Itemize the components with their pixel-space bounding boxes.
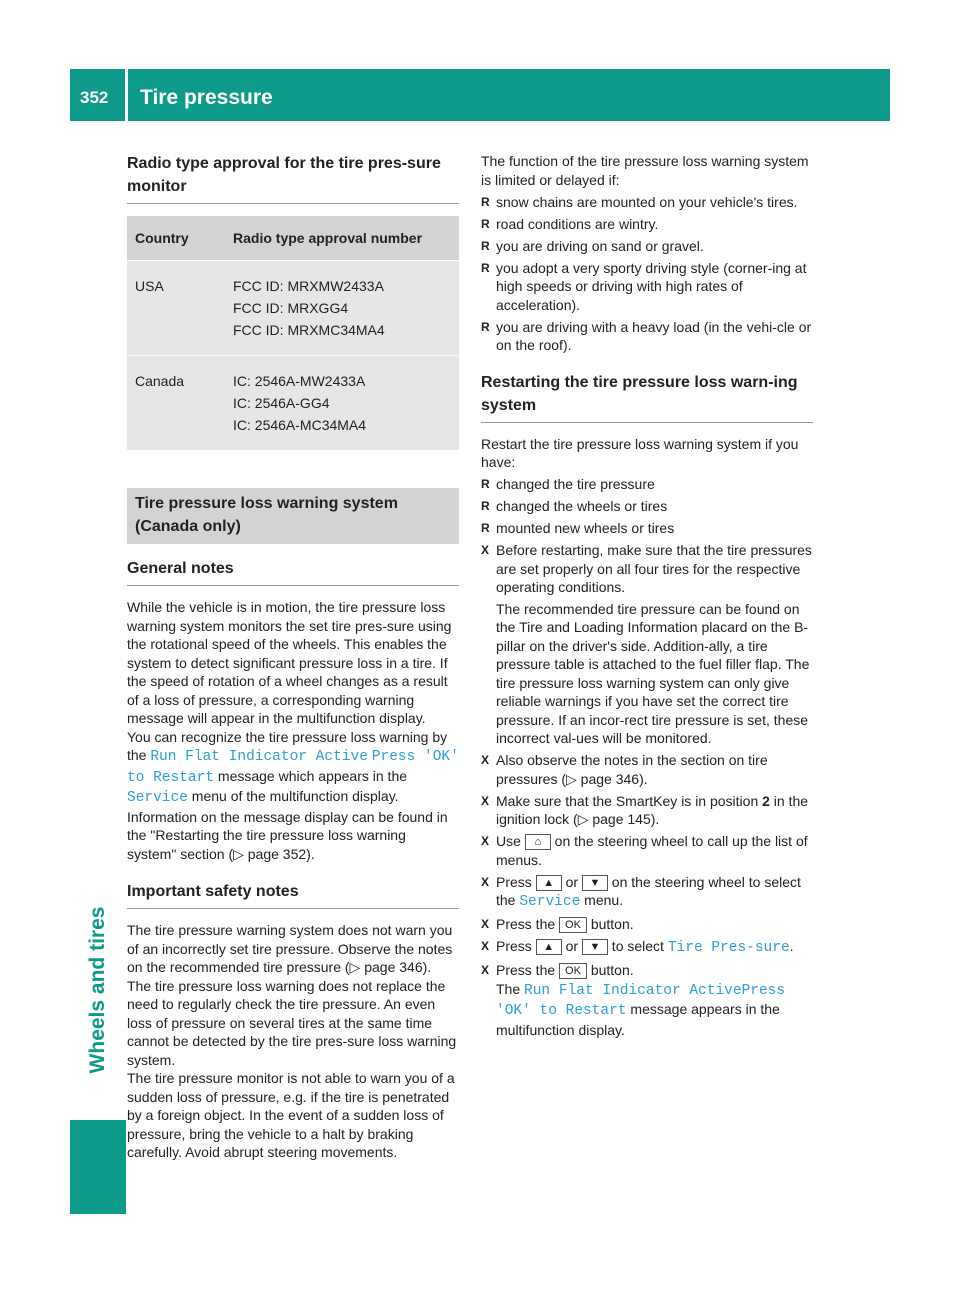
general-paragraph: While the vehicle is in motion, the tire pressure loss warning system monitors the set tire pres-sure using the rotational speed of the wheels. This enables the system to detect significant pressure loss in a tire. If the speed of rotation of a wheel changes as a result of a loss of pressure, a corresponding warning message will appear in the multifunction display.: [127, 599, 452, 726]
step-note: The recommended tire pressure can be found on the Tire and Loading Information placard on the B-pillar on the driver's side. Addition-ally, a tire pressure table is attached to the fuel filler flap. The tire pressure loss warning system can only give reliable warnings if you have set the correct tire pressure. If an incor-rect tire pressure is set, these incorrect val-ues will be monitored.: [496, 600, 810, 746]
step-item: [481, 915, 813, 934]
heading-rule: [127, 585, 459, 586]
approval-id: FCC ID: MRXMC34MA4: [233, 322, 385, 338]
radio-approval-heading: Radio type approval for the tire pres-sure monitor: [127, 155, 441, 195]
page-number: 352: [80, 88, 109, 107]
safety-paragraph: The tire pressure monitor is not able to warn you of a sudden loss of pressure, e.g. if the tire is penetrated by a foreign object. In the event of a sudden loss of pressure, bring the vehicle to a halt by braking carefully. Avoid abrupt steering movements.: [127, 1070, 455, 1160]
step-text: in the ignition lock (▷ page 145).: [496, 792, 809, 827]
radio-approval-table: [127, 216, 459, 450]
right-column: [481, 152, 813, 1039]
display-message: Press 'OK' to Restart: [127, 749, 459, 786]
step-text: menu.: [580, 892, 624, 908]
step-text: Press: [496, 938, 536, 954]
list-item: R road conditions are wintry.: [481, 215, 813, 234]
restart-intro: Restart the tire pressure loss warning system if you have:: [481, 435, 799, 470]
menu-name: Service: [127, 790, 188, 806]
down-arrow-icon: ▼: [582, 875, 608, 891]
restart-heading: Restarting the tire pressure loss warn-ing system: [481, 373, 798, 414]
list-item: R you adopt a very sporty driving style (corner-ing at high speeds or driving with high rates of acceleration).: [481, 259, 813, 315]
down-arrow-icon: ▼: [582, 939, 608, 955]
step-text: Before restarting, make sure that the tire pressures are set properly on all four tires for the respective operating conditions.: [496, 542, 812, 595]
left-column: [127, 152, 459, 1162]
step-text: Press the: [496, 916, 560, 932]
list-item: R mounted new wheels or tires: [481, 519, 813, 538]
restart-reasons-list: [481, 475, 813, 538]
general-notes-heading: General notes: [127, 560, 234, 577]
menu-name: Service: [519, 894, 581, 910]
step-text: Use: [496, 833, 525, 849]
step-text: or: [561, 938, 582, 954]
list-item: R you are driving with a heavy load (in the vehi-cle or on the roof).: [481, 318, 813, 355]
approval-id: FCC ID: MRXMW2433A: [233, 278, 384, 294]
step-text: button.: [586, 916, 634, 932]
display-message: Run Flat Indicator Active: [150, 749, 368, 765]
step-text: Press the: [496, 962, 560, 978]
approval-id: IC: 2546A-GG4: [233, 395, 330, 411]
approval-id: IC: 2546A-MW2433A: [233, 373, 366, 389]
approval-cell: [225, 356, 459, 451]
list-item: R snow chains are mounted on your vehicle's tires.: [481, 193, 813, 212]
step-text: to select: [607, 938, 668, 954]
heading-rule: [481, 422, 813, 423]
system-heading: Tire pressure loss warning system (Canada only): [127, 488, 459, 544]
restart-steps-list: [481, 541, 813, 1039]
step-text: .: [789, 938, 794, 954]
step-item: [481, 961, 813, 1039]
page-title: Tire pressure: [140, 86, 273, 109]
approval-cell: [225, 261, 459, 356]
header-divider: [125, 69, 128, 121]
limits-list: [481, 193, 813, 355]
safety-heading: Important safety notes: [127, 883, 299, 900]
step-text: Make sure that the SmartKey is in position: [496, 792, 763, 809]
col-country: Country: [127, 216, 225, 261]
step-item: [481, 937, 813, 958]
country-cell: Canada: [127, 356, 225, 451]
list-item: R changed the tire pressure: [481, 475, 813, 494]
table-header-row: [127, 216, 459, 261]
text-run: You can recognize the tire pressure loss warning by the: [127, 728, 448, 763]
ok-button-icon: OK: [559, 917, 587, 933]
list-item: R you are driving on sand or gravel.: [481, 237, 813, 256]
section-tab-marker: [70, 1120, 126, 1214]
safety-paragraph: The tire pressure loss warning does not replace the need to regularly check the tire pressure. An even loss of pressure on several tires at the same time cannot be detected by the tire pres-sure loss warning system.: [127, 977, 457, 1068]
step-text: or: [561, 873, 582, 890]
step-text: on the steering wheel to select the: [496, 873, 801, 908]
up-arrow-icon: ▲: [536, 875, 562, 891]
step-text: on the steering wheel to call up the list of menus.: [496, 833, 808, 868]
col-approval-number: Radio type approval number: [225, 216, 459, 261]
heading-rule: [127, 908, 459, 909]
step-item: X Also observe the notes in the section on tire pressures (▷ page 346).: [481, 751, 813, 788]
text-run: menu of the multifunction display. Information on the message display can be found in the "Restarting the tire pressure loss warning system" section (▷ page 352).: [127, 788, 448, 862]
step-text: button.: [586, 962, 634, 978]
home-icon: ⌂: [525, 834, 551, 850]
step-text: message appears in the multifunction display.: [496, 1001, 780, 1038]
general-paragraph-display: [127, 728, 459, 864]
list-item: R changed the wheels or tires: [481, 497, 813, 516]
country-cell: USA: [127, 261, 225, 356]
key-position: 2: [762, 792, 770, 809]
up-arrow-icon: ▲: [536, 939, 562, 955]
approval-id: IC: 2546A-MC34MA4: [233, 417, 367, 433]
ok-button-icon: OK: [559, 963, 587, 979]
table-row: [127, 356, 459, 451]
step-item: [481, 832, 813, 869]
step-text: The: [496, 980, 525, 997]
step-item: [481, 541, 813, 748]
safety-paragraph: The tire pressure warning system does not warn you of an incorrectly set tire pressure. Observe the notes on the recommended tire pressure (▷ page 346).: [127, 922, 453, 975]
heading-rule: [127, 203, 459, 204]
step-text: Press: [496, 873, 536, 890]
limits-intro: The function of the tire pressure loss warning system is limited or delayed if:: [481, 153, 809, 188]
display-message: Press 'OK' to Restart: [496, 982, 786, 1019]
step-item: [481, 792, 813, 829]
approval-id: FCC ID: MRXGG4: [233, 300, 349, 316]
section-tab-label: Wheels and tires: [86, 906, 109, 1074]
text-run: message which appears in the: [214, 767, 408, 784]
menu-item-name: Tire Pres-sure: [667, 940, 790, 956]
table-row: [127, 261, 459, 356]
step-item: [481, 873, 813, 912]
display-message: Run Flat Indicator Active: [524, 982, 742, 999]
